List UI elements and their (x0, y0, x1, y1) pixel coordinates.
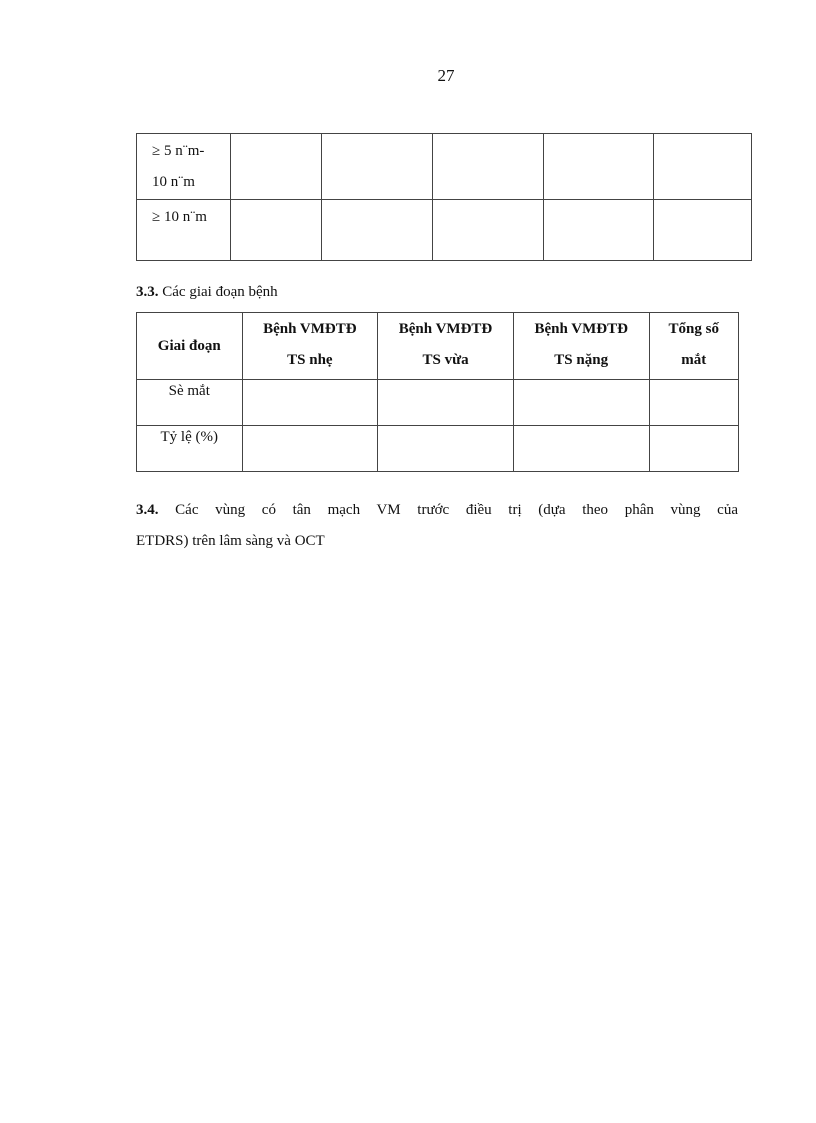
header-stage (137, 313, 243, 380)
header-line2: TS vừa (422, 352, 469, 368)
table-row (137, 426, 739, 472)
section-number: 3.3. (136, 284, 159, 300)
header-line1: Bệnh VMĐTĐ (263, 321, 357, 337)
page-number: 27 (437, 66, 455, 85)
section-heading-3-3 (136, 284, 278, 301)
table-cell (649, 426, 738, 472)
table-cell-label (137, 200, 231, 261)
section-heading-3-4 (136, 495, 738, 557)
table-cell (433, 134, 544, 200)
table-row (137, 200, 752, 261)
stages-table (136, 312, 739, 472)
header-total (649, 313, 738, 380)
table-cell (322, 200, 433, 261)
table-row (137, 380, 739, 426)
header-line2: TS nhẹ (287, 352, 333, 368)
section-number: 3.4. (136, 502, 159, 518)
row-label-line1: ≥ 10 n¨m (152, 209, 207, 225)
table-cell (322, 134, 433, 200)
header-line1: Bệnh VMĐTĐ (398, 321, 493, 337)
header-moderate (378, 313, 514, 380)
table-cell (544, 200, 654, 261)
section-title: Các giai đoạn bệnh (162, 284, 278, 300)
row-label-line2: 10 n¨m (152, 174, 195, 190)
table-cell (544, 134, 654, 200)
table-cell (513, 380, 649, 426)
table-cell (433, 200, 544, 261)
table-cell (242, 380, 378, 426)
table-cell (378, 426, 514, 472)
header-mild (242, 313, 378, 380)
duration-table (136, 133, 752, 261)
row-label-line1: ≥ 5 n¨m- (152, 143, 205, 159)
table-cell (654, 200, 752, 261)
table-row (137, 134, 752, 200)
section-text-line1: Các vùng có tân mạch VM trước điều trị (dựa theo phân vùng của (175, 502, 738, 518)
table-cell-label (137, 134, 231, 200)
table-cell (649, 380, 738, 426)
section-text-line2: ETDRS) trên lâm sàng và OCT (136, 533, 325, 549)
table-cell (654, 134, 752, 200)
table-cell (513, 426, 649, 472)
table-cell (231, 200, 322, 261)
header-stage-label: Giai đoạn (157, 338, 221, 354)
header-line1: Bệnh VMĐTĐ (534, 321, 628, 337)
row-label: Tỷ lệ (%) (137, 426, 243, 472)
header-line2: TS nặng (554, 352, 609, 368)
table-cell (242, 426, 378, 472)
table-cell (378, 380, 514, 426)
table-cell (231, 134, 322, 200)
row-label: Sè mắt (137, 380, 243, 426)
header-severe (513, 313, 649, 380)
header-line2: mắt (681, 352, 707, 368)
header-line1: Tổng số (668, 321, 719, 337)
table-header-row (137, 313, 739, 380)
